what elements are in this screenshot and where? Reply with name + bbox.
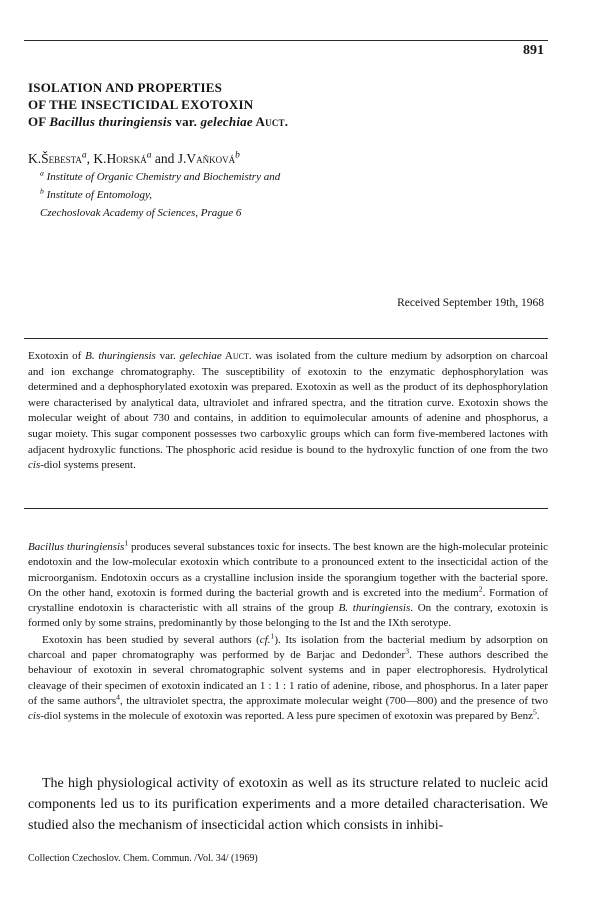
author-horska: K.Horská bbox=[93, 151, 147, 166]
title-author-abbrev: Auct. bbox=[252, 114, 289, 129]
header-rule bbox=[24, 40, 548, 41]
affiliation-academy: Czechoslovak Academy of Sciences, Prague 6 bbox=[40, 207, 242, 219]
abstract-bottom-rule bbox=[24, 508, 548, 509]
title-line-2: OF THE INSECTICIDAL EXOTOXIN bbox=[28, 97, 254, 112]
affiliation-b: $^b$ Institute of Entomology, bbox=[40, 186, 153, 201]
abstract-top-rule bbox=[24, 338, 548, 339]
title-line-1: ISOLATION AND PROPERTIES bbox=[28, 80, 223, 95]
author-vankova: J.Vaňková bbox=[177, 151, 236, 166]
affiliations bbox=[40, 168, 280, 222]
paragraph-3: The high physiological activity of exotoxin as well as its structure related to nucleic acid components led us to its purification experiments and a more detailed characterisation. We studied also the mechanism of insecticidal action which consists in inhibi- bbox=[28, 776, 548, 833]
abstract: Exotoxin of B. thuringiensis var. gelechiae Auct. was isolated from the culture medium by adsorption on charcoal and ion exchange chromatography. The susceptibility of exotoxin to the enzymatic dephosphorylation was determined and a dephosphorylated exotoxin was prepared. Exotoxin as well as the product of its dephosphorylation were characterised by analytical data, ultraviolet and infrared spectra, and the titration curve. Exotoxin shows the molecular weight of about 730 and contains, in addition to equimolecular amounts of adenine and phosphorus, a sugar moiety. This sugar component possesses two carboxylic groups which can form five-membered lactones with adjacent hydroxylic functions. The phosphoric acid residue is bound to the hydroxylic function of one from the two cis-diol systems present. bbox=[28, 350, 548, 472]
page-number: 891 bbox=[523, 43, 544, 58]
paragraph-1: Bacillus thuringiensis$^1$ produces several substances toxic for insects. The best known are the high-molecular proteinic endotoxin and the low-molecular exotoxin which contribute to a pronounced extent to the insecticidal action of the microorganism. Endotoxin occurs as a crystalline inclusion inside the sporangium together with the bacterial spore. On the other hand, exotoxin is formed during the bacterial growth and is excreted into the medium$^2$. Formation of crystalline endotoxin is characteristic with all strains of the group B. thuringiensis. On the contrary, exotoxin is formed only by some strains, predominantly by those belonging to the Ist and the IXth serotype. bbox=[28, 538, 549, 630]
body-text bbox=[28, 540, 548, 725]
author-sebesta: K.Šebesta bbox=[28, 151, 82, 166]
title-variety: gelechiae bbox=[200, 114, 253, 129]
author-list: K.Šebesta$^a$, K.Horská$^a$ and J.Vaňková$^b$ bbox=[28, 150, 240, 166]
article-title bbox=[28, 79, 488, 130]
paragraph-2: Exotoxin has been studied by several authors (cf.$^1$). Its isolation from the bacterial medium by adsorption on charcoal and paper chromatography was performed by de Barjac and Dedonder$^3$. These authors described the behaviour of exotoxin in several chromatographic solvent systems and in paper electrophoresis. Hydrolytical cleavage of their specimen of exotoxin indicated an 1 : 1 : 1 ratio of adenine, ribose, and phosphorus. In a later paper of the same authors$^4$, the ultraviolet spectra, the approximate molecular weight (700—800) and the presence of two cis-diol systems in the molecule of exotoxin was reported. A less pure specimen of exotoxin was prepared by Benz$^5$. bbox=[28, 631, 548, 723]
title-line-3: OF Bacillus thuringiensis var. gelechiae Auct. bbox=[28, 114, 289, 129]
affiliation-a: $^a$ Institute of Organic Chemistry and Biochemistry and bbox=[40, 168, 281, 183]
title-species: Bacillus thuringiensis bbox=[49, 114, 172, 129]
journal-footer: Collection Czechoslov. Chem. Commun. /Vol. 34/ (1969) bbox=[28, 853, 258, 864]
received-date: Received September 19th, 1968 bbox=[397, 297, 544, 309]
